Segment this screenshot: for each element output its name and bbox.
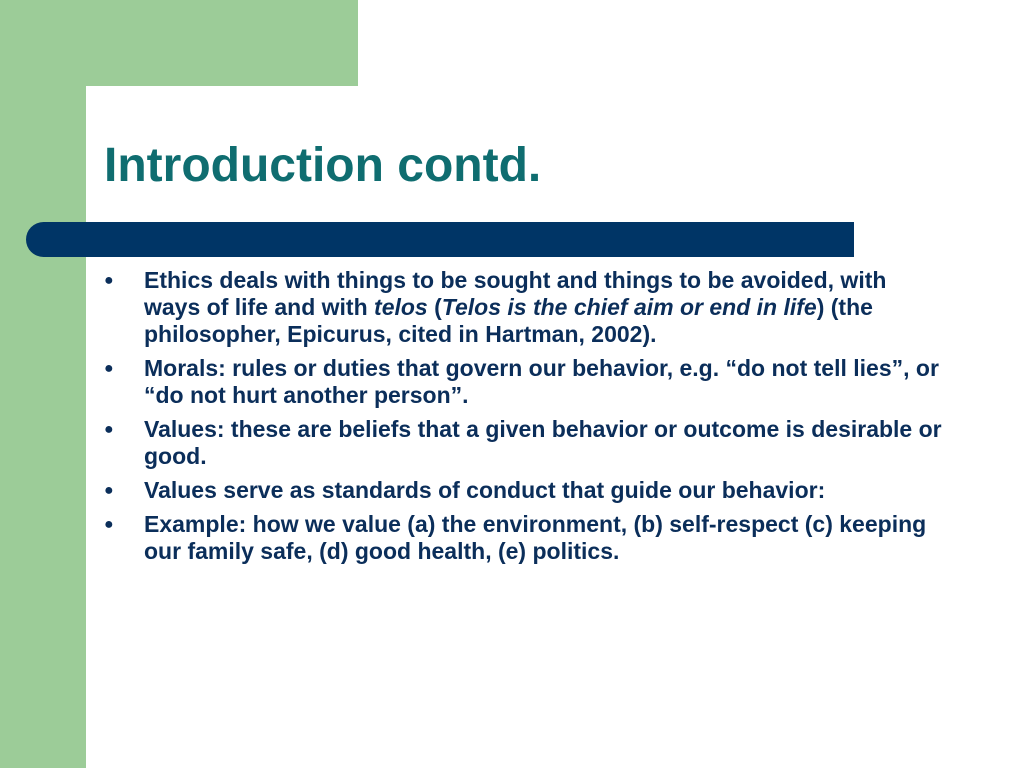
bullet-dot-icon: ●: [104, 516, 114, 533]
bullet-dot-icon: ●: [104, 360, 114, 377]
bullet-item-standards: [104, 477, 944, 504]
bullet-text-part: (: [427, 294, 442, 320]
bullet-text: Morals: rules or duties that govern our behavior, e.g. “do not tell lies”, or “do not hurt another person”.: [144, 355, 939, 408]
bullet-text: Example: how we value (a) the environment, (b) self-respect (c) keeping our family safe, (d) good health, (e) politics.: [144, 511, 927, 564]
bullet-item-ethics: [104, 267, 944, 348]
bullet-text-italic: Telos is the chief aim or end in life: [441, 294, 817, 320]
slide-title: Introduction contd.: [104, 139, 542, 192]
bullet-dot-icon: ●: [104, 421, 114, 438]
title-underline-bar: [26, 222, 854, 257]
bullet-item-example: [104, 511, 944, 565]
bullet-text: Values serve as standards of conduct that guide our behavior:: [144, 477, 826, 503]
green-band-left: [0, 0, 86, 768]
bullet-item-values: [104, 416, 944, 470]
bullet-item-morals: [104, 355, 944, 409]
bullet-dot-icon: ●: [104, 482, 114, 499]
bullet-text-italic: telos: [374, 294, 428, 320]
bullet-list: [104, 267, 944, 572]
bullet-text-part: Ethics deals with things to be sought and things to be avoided, with ways of life and with: [144, 267, 887, 320]
bullet-text-part: ) (the philosopher, Epicurus, cited in Hartman, 2002).: [144, 294, 873, 347]
green-band-top: [0, 0, 358, 86]
bullet-text: Values: these are beliefs that a given behavior or outcome is desirable or good.: [144, 416, 942, 469]
bullet-dot-icon: ●: [104, 272, 114, 289]
